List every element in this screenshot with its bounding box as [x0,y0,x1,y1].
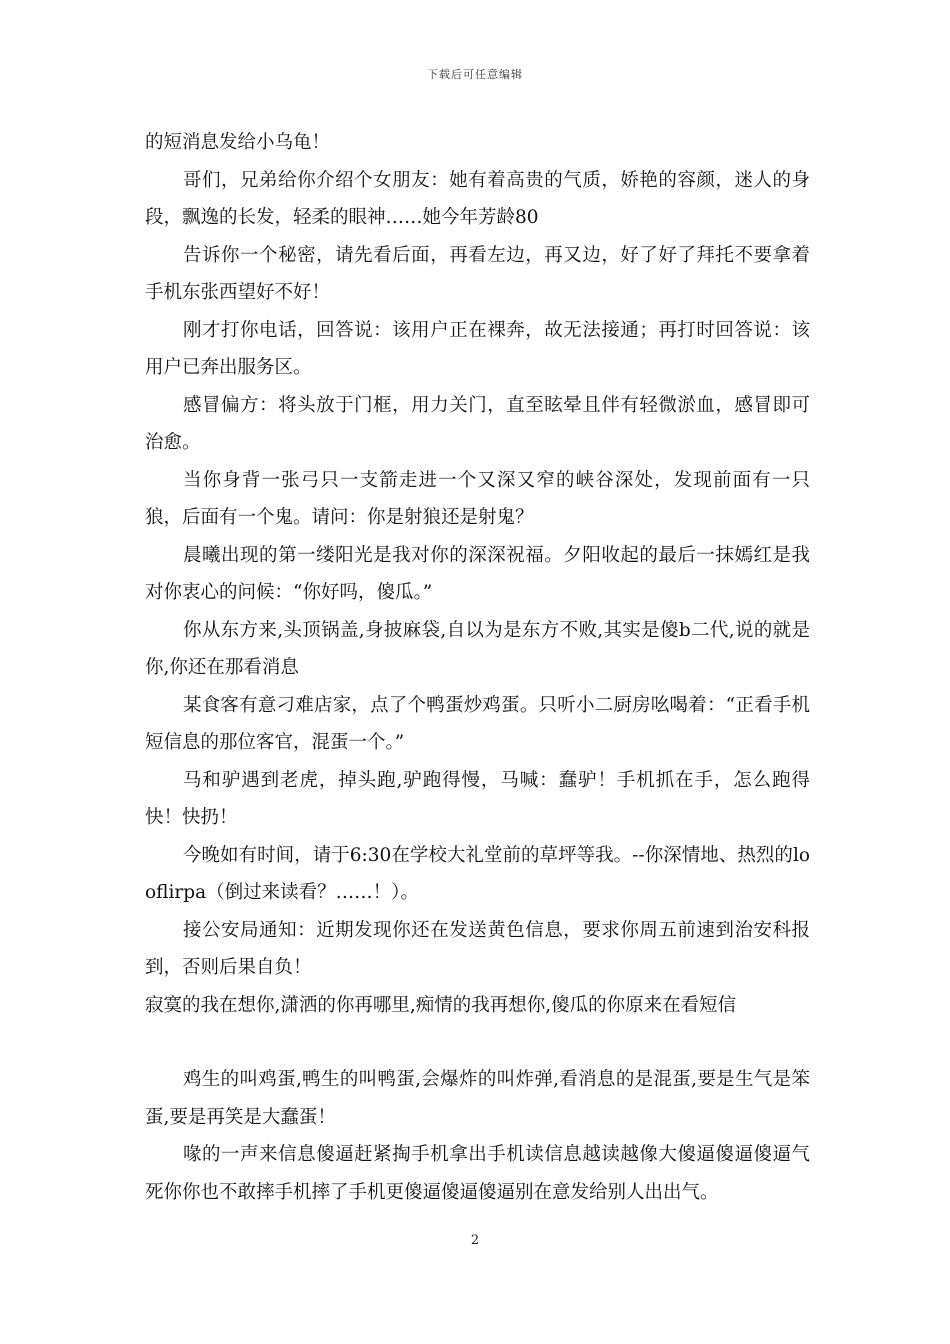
paragraph: 当你身背一张弓只一支箭走进一个又深又窄的峡谷深处，发现前面有一只狼，后面有一个鬼。请问：你是射狼还是射鬼？ [145,469,810,528]
paragraph: 的短消息发给小乌龟！ [145,132,331,153]
paragraph: 晨曦出现的第一缕阳光是我对你的深深祝福。夕阳收起的最后一抹嫣红是我对你衷心的问候：“你好吗，傻瓜。” [145,544,810,603]
paragraph: 鸡生的叫鸡蛋,鸭生的叫鸭蛋,会爆炸的叫炸弹,看消息的是混蛋,要是生气是笨蛋,要是再笑是大蠢蛋！ [145,1069,810,1128]
page-header: 下载后可任意编辑 [427,68,523,81]
paragraph: 你从东方来,头顶锅盖,身披麻袋,自以为是东方不败,其实是傻b二代,说的就是你,你还在那看消息 [145,619,810,678]
paragraph: 某食客有意刁难店家，点了个鸭蛋炒鸡蛋。只听小二厨房吆喝着：“正看手机短信息的那位客官，混蛋一个。” [145,694,810,753]
paragraph: 刚才打你电话，回答说：该用户正在裸奔，故无法接通；再打时回答说：该用户已奔出服务区。 [145,319,810,378]
paragraph: 告诉你一个秘密，请先看后面，再看左边，再又边，好了好了拜托不要拿着手机东张西望好不好！ [145,244,810,303]
paragraph: 寂寞的我在想你,潇洒的你再哪里,痴情的我再想你,傻瓜的你原来在看短信 [145,994,737,1016]
paragraph-gap [145,1024,810,1061]
page-number: 2 [470,1233,480,1248]
paragraph: 哥们，兄弟给你介绍个女朋友：她有着高贵的气质，娇艳的容颜，迷人的身段，飘逸的长发，轻柔的眼神……她今年芳龄80 [145,169,810,228]
paragraph: 喙的一声来信息傻逼赶紧掏手机拿出手机读信息越读越像大傻逼傻逼傻逼气死你你也不敢摔手机摔了手机更傻逼傻逼傻逼别在意发给别人出出气。 [145,1144,810,1203]
paragraph: 今晚如有时间，请于6:30在学校大礼堂前的草坪等我。--你深情地、热烈的looflirpa（倒过来读看？……！）。 [145,844,810,903]
paragraph: 马和驴遇到老虎，掉头跑,驴跑得慢，马喊：蠢驴！手机抓在手，怎么跑得快！快扔！ [145,769,810,828]
paragraph: 感冒偏方：将头放于门框，用力关门，直至眩晕且伴有轻微淤血，感冒即可治愈。 [145,394,810,453]
paragraph: 接公安局通知：近期发现你还在发送黄色信息，要求你周五前速到治安科报到，否则后果自负！ [145,919,810,978]
document-body [145,124,810,1211]
